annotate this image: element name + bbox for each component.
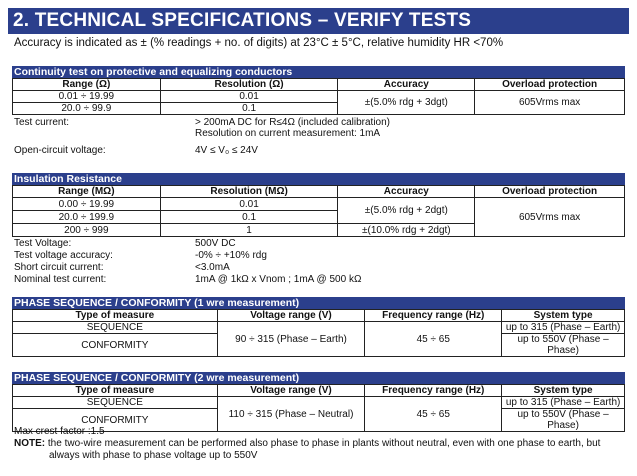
overload-cell: 605Vrms max bbox=[475, 91, 625, 115]
spec-value: <3.0mA bbox=[195, 262, 230, 273]
voltage-cell: 90 ÷ 315 (Phase – Earth) bbox=[217, 322, 365, 357]
frequency-cell: 45 ÷ 65 bbox=[365, 397, 502, 432]
type-cell: CONFORMITY bbox=[13, 334, 218, 357]
system-cell: up to 550V (Phase – Phase) bbox=[502, 409, 625, 432]
table-row bbox=[13, 397, 625, 409]
spec-label: Short circuit current: bbox=[14, 262, 104, 273]
column-header: Frequency range (Hz) bbox=[365, 385, 502, 397]
system-cell: up to 315 (Phase – Earth) bbox=[502, 322, 625, 334]
phase2-section-title: PHASE SEQUENCE / CONFORMITY (2 wre measurement) bbox=[12, 372, 625, 385]
table-header-row bbox=[13, 310, 625, 322]
column-header: Resolution (MΩ) bbox=[160, 186, 338, 198]
type-cell: SEQUENCE bbox=[13, 322, 218, 334]
accuracy-cell: ±(5.0% rdg + 2dgt) bbox=[338, 198, 475, 224]
continuity-section-title: Continuity test on protective and equalizing conductors bbox=[12, 66, 625, 79]
insulation-section-title: Insulation Resistance bbox=[12, 173, 625, 186]
column-header: Voltage range (V) bbox=[217, 310, 365, 322]
column-header: Accuracy bbox=[338, 186, 475, 198]
range-cell: 20.0 ÷ 199.9 bbox=[13, 211, 161, 224]
column-header: Range (Ω) bbox=[13, 79, 161, 91]
table-header-row bbox=[13, 385, 625, 397]
overload-cell: 605Vrms max bbox=[475, 198, 625, 237]
type-cell: CONFORMITY bbox=[13, 409, 218, 432]
column-header: Overload protection bbox=[475, 79, 625, 91]
column-header: Type of measure bbox=[13, 310, 218, 322]
accuracy-cell: ±(10.0% rdg + 2dgt) bbox=[338, 224, 475, 237]
spec-label: Nominal test current: bbox=[14, 274, 107, 285]
crest-factor: Max crest factor :1.5 bbox=[14, 426, 105, 437]
table-header-row bbox=[13, 79, 625, 91]
spec-value: 500V DC bbox=[195, 238, 236, 249]
phase2-table bbox=[12, 384, 625, 432]
accuracy-cell: ±(5.0% rdg + 3dgt) bbox=[338, 91, 475, 115]
column-header: Frequency range (Hz) bbox=[365, 310, 502, 322]
phase1-table bbox=[12, 309, 625, 357]
table-row bbox=[13, 198, 625, 211]
column-header: Voltage range (V) bbox=[217, 385, 365, 397]
note-line-1 bbox=[14, 438, 600, 450]
resolution-cell: 0.01 bbox=[160, 198, 338, 211]
spec-value: 1mA @ 1kΩ x Vnom ; 1mA @ 500 kΩ bbox=[195, 274, 362, 285]
spec-label: Test current: bbox=[14, 117, 70, 128]
resolution-cell: 0.01 bbox=[160, 91, 338, 103]
column-header: Overload protection bbox=[475, 186, 625, 198]
note-label: NOTE: bbox=[14, 438, 46, 449]
frequency-cell: 45 ÷ 65 bbox=[365, 322, 502, 357]
column-header: Accuracy bbox=[338, 79, 475, 91]
table-row bbox=[13, 322, 625, 334]
type-cell: SEQUENCE bbox=[13, 397, 218, 409]
range-cell: 200 ÷ 999 bbox=[13, 224, 161, 237]
spec-label: Open-circuit voltage: bbox=[14, 145, 106, 156]
spec-value: -0% ÷ +10% rdg bbox=[195, 250, 267, 261]
column-header: System type bbox=[502, 310, 625, 322]
phase1-section-title: PHASE SEQUENCE / CONFORMITY (1 wre measurement) bbox=[12, 297, 625, 310]
column-header: Resolution (Ω) bbox=[160, 79, 338, 91]
spec-label: Test Voltage: bbox=[14, 238, 72, 249]
spec-value: 4V ≤ V₀ ≤ 24V bbox=[195, 145, 258, 156]
continuity-specs bbox=[14, 117, 614, 157]
spec-label: Test voltage accuracy: bbox=[14, 250, 113, 261]
note-text: the two-wire measurement can be performed also phase to phase in plants without neutral, even with one phase to earth, but bbox=[45, 438, 601, 449]
system-cell: up to 550V (Phase – Phase) bbox=[502, 334, 625, 357]
range-cell: 0.01 ÷ 19.99 bbox=[13, 91, 161, 103]
resolution-cell: 1 bbox=[160, 224, 338, 237]
range-cell: 20.0 ÷ 99.9 bbox=[13, 103, 161, 115]
continuity-table bbox=[12, 78, 625, 115]
range-cell: 0.00 ÷ 19.99 bbox=[13, 198, 161, 211]
resolution-cell: 0.1 bbox=[160, 211, 338, 224]
insulation-specs bbox=[14, 238, 614, 286]
table-header-row bbox=[13, 186, 625, 198]
voltage-cell: 110 ÷ 315 (Phase – Neutral) bbox=[217, 397, 365, 432]
spec-value: > 200mA DC for R≤4Ω (included calibration) bbox=[195, 117, 390, 128]
spec-value: Resolution on current measurement: 1mA bbox=[195, 128, 381, 139]
column-header: Range (MΩ) bbox=[13, 186, 161, 198]
note-line-2: always with phase to phase voltage up to 550V bbox=[49, 450, 258, 461]
system-cell: up to 315 (Phase – Earth) bbox=[502, 397, 625, 409]
accuracy-note: Accuracy is indicated as ± (% readings + no. of digits) at 23°C ± 5°C, relative humidity HR <70% bbox=[14, 37, 504, 49]
page-title: 2. TECHNICAL SPECIFICATIONS – VERIFY TESTS bbox=[8, 8, 629, 34]
resolution-cell: 0.1 bbox=[160, 103, 338, 115]
column-header: Type of measure bbox=[13, 385, 218, 397]
insulation-table bbox=[12, 185, 625, 237]
table-row bbox=[13, 91, 625, 103]
column-header: System type bbox=[502, 385, 625, 397]
